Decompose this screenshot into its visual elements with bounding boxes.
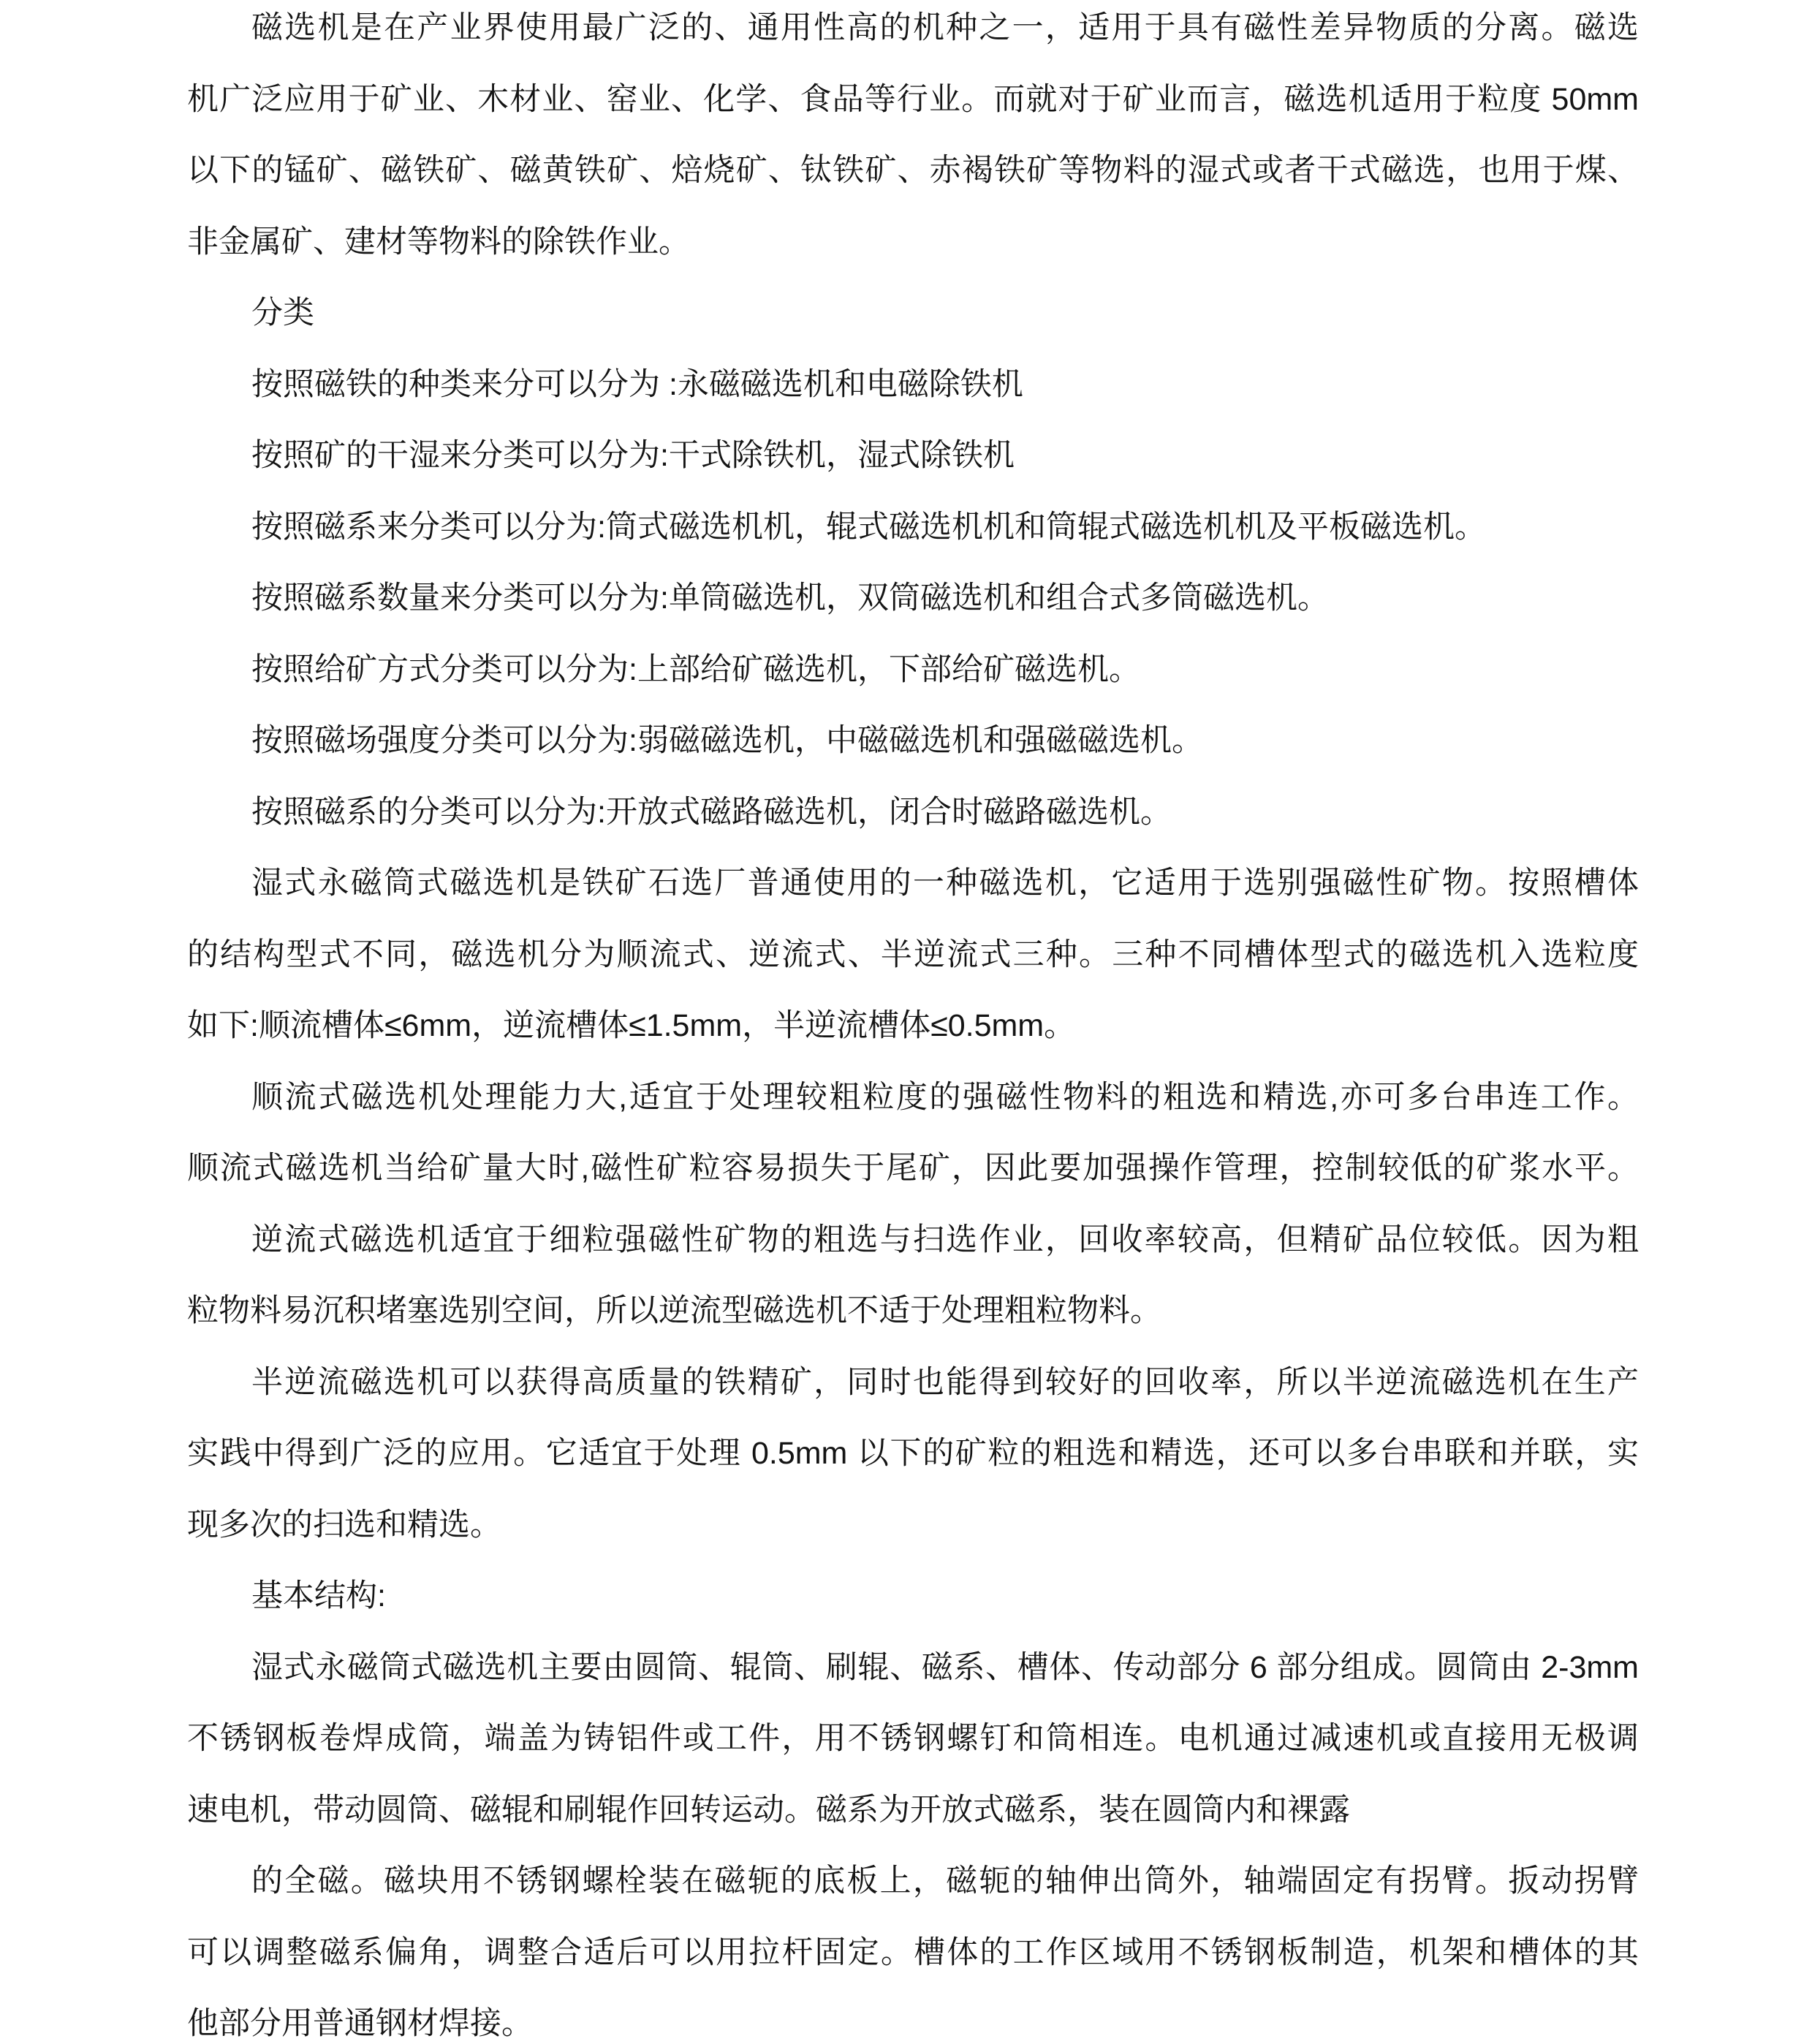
text-line-13: 湿式永磁筒式磁选机是铁矿石选厂普通使用的一种磁选机，它适用于选别强磁性矿物。按照槽体 — [251, 866, 1639, 901]
text-line-26: 速电机，带动圆筒、磁辊和刷辊作回转运动。磁系为开放式磁系，装在圆筒内和裸露 — [187, 1792, 1350, 1828]
text-line-28: 可以调整磁系偏角，调整合适后可以用拉杆固定。槽体的工作区域用不锈钢板制造，机架和槽体的其 — [187, 1934, 1639, 1970]
text-line-23: 基本结构: — [251, 1578, 386, 1613]
text-line-1: 磁选机是在产业界使用最广泛的、通用性高的机种之一，适用于具有磁性差异物质的分离。磁选 — [251, 10, 1639, 45]
text-line-11: 按照磁场强度分类可以分为:弱磁磁选机，中磁磁选机和强磁磁选机。 — [251, 723, 1203, 758]
text-line-8: 按照磁系来分类可以分为:筒式磁选机机，辊式磁选机机和筒辊式磁选机机及平板磁选机。 — [251, 509, 1486, 545]
text-line-2: 机广泛应用于矿业、木材业、窑业、化学、食品等行业。而就对于矿业而言，磁选机适用于粒度 50mm — [187, 81, 1639, 117]
text-line-24: 湿式永磁筒式磁选机主要由圆筒、辊筒、刷辊、磁系、槽体、传动部分 6 部分组成。圆筒由 2-3mm — [251, 1649, 1639, 1685]
text-line-21: 实践中得到广泛的应用。它适宜于处理 0.5mm 以下的矿粒的粗选和精选，还可以多台串联和并联，实 — [187, 1436, 1639, 1471]
text-line-7: 按照矿的干湿来分类可以分为:干式除铁机，湿式除铁机 — [251, 438, 1015, 473]
text-line-29: 他部分用普通钢材焊接。 — [187, 2006, 533, 2041]
text-body — [187, 4, 1639, 2044]
text-line-9: 按照磁系数量来分类可以分为:单筒磁选机，双筒磁选机和组合式多筒磁选机。 — [251, 580, 1329, 616]
text-line-14: 的结构型式不同，磁选机分为顺流式、逆流式、半逆流式三种。三种不同槽体型式的磁选机入选粒度 — [187, 936, 1639, 972]
text-line-25: 不锈钢板卷焊成筒，端盖为铸铝件或工件，用不锈钢螺钉和筒相连。电机通过减速机或直接用无极调 — [187, 1721, 1639, 1756]
text-line-20: 半逆流磁选机可以获得高质量的铁精矿，同时也能得到较好的回收率，所以半逆流磁选机在生产 — [251, 1364, 1639, 1400]
text-line-4: 非金属矿、建材等物料的除铁作业。 — [187, 224, 690, 260]
text-line-19: 粒物料易沉积堵塞选别空间，所以逆流型磁选机不适于处理粗粒物料。 — [187, 1293, 1161, 1328]
text-line-16: 顺流式磁选机处理能力大,适宜于处理较粗粒度的强磁性物料的粗选和精选,亦可多台串连工作。 — [251, 1079, 1639, 1115]
text-line-12: 按照磁系的分类可以分为:开放式磁路磁选机，闭合时磁路磁选机。 — [251, 794, 1172, 830]
text-line-17: 顺流式磁选机当给矿量大时,磁性矿粒容易损失于尾矿，因此要加强操作管理，控制较低的矿浆水平。 — [187, 1151, 1639, 1186]
text-line-5: 分类 — [251, 295, 314, 330]
text-line-6: 按照磁铁的种类来分可以分为 :永磁磁选机和电磁除铁机 — [251, 366, 1023, 402]
text-line-27: 的全磁。磁块用不锈钢螺栓装在磁轭的底板上，磁轭的轴伸出筒外，轴端固定有拐臂。扳动拐臂 — [251, 1863, 1639, 1899]
text-line-22: 现多次的扫选和精选。 — [187, 1507, 501, 1543]
text-line-3: 以下的锰矿、磁铁矿、磁黄铁矿、焙烧矿、钛铁矿、赤褐铁矿等物料的湿式或者干式磁选，也用于煤、 — [187, 153, 1639, 188]
text-line-18: 逆流式磁选机适宜于细粒强磁性矿物的粗选与扫选作业，回收率较高，但精矿品位较低。因为粗 — [251, 1222, 1639, 1257]
text-line-10: 按照给矿方式分类可以分为:上部给矿磁选机，下部给矿磁选机。 — [251, 651, 1140, 687]
text-line-15: 如下:顺流槽体≤6mm，逆流槽体≤1.5mm，半逆流槽体≤0.5mm。 — [187, 1008, 1076, 1043]
